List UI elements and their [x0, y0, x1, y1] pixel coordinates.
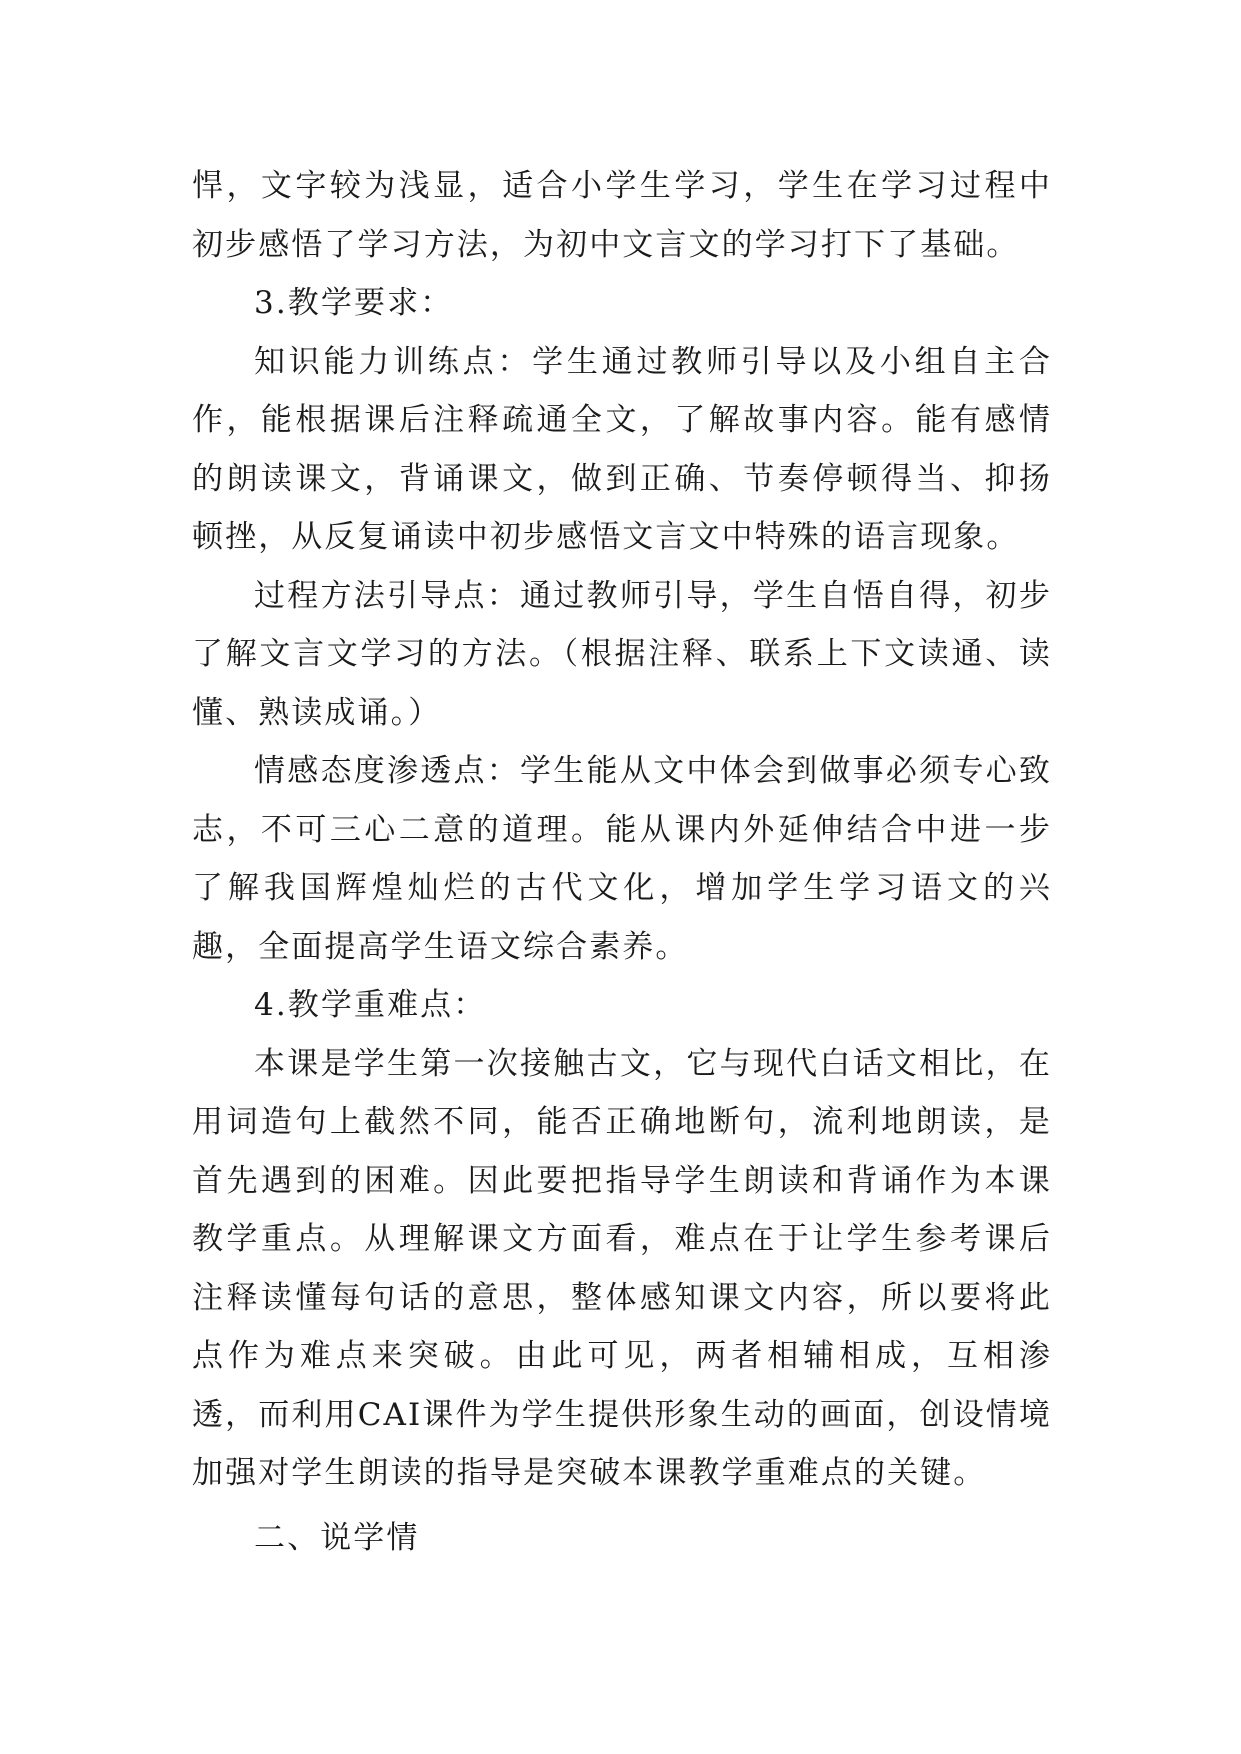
paragraph-key-difficulties-body: 本课是学生第一次接触古文，它与现代白话文相比，在用词造句上截然不同，能否正确地断句，流利地朗读，是首先遇到的困难。因此要把指导学生朗读和背诵作为本课教学重点。从理解课文方面看，难点在于让学生参考课后注释读懂每句话的意思，整体感知课文内容，所以要将此点作为难点来突破。由此可见，两者相辅相成，互相渗透，而利用CAI课件为学生提供形象生动的画面，创设情境加强对学生朗读的指导是突破本课教学重难点的关键。: [192, 1045, 1052, 1491]
paragraph-process-method: 过程方法引导点：通过教师引导，学生自悟自得，初步了解文言文学习的方法。（根据注释、联系上下文读通、读懂、熟读成诵。）: [192, 577, 1052, 731]
document-page: [192, 157, 1052, 1567]
heading-teaching-requirements: 3.教学要求：: [254, 285, 454, 321]
paragraph-emotion-attitude: 情感态度渗透点：学生能从文中体会到做事必须专心致志，不可三心二意的道理。能从课内外延伸结合中进一步了解我国辉煌灿烂的古代文化，增加学生学习语文的兴趣，全面提高学生语文综合素养。: [192, 753, 1052, 965]
paragraph-knowledge-ability: 知识能力训练点：学生通过教师引导以及小组自主合作，能根据课后注释疏通全文，了解故事内容。能有感情的朗读课文，背诵课文，做到正确、节奏停顿得当、抑扬顿挫，从反复诵读中初步感悟文言文中特殊的语言现象。: [192, 343, 1052, 555]
heading-key-difficulties: 4.教学重难点：: [254, 987, 487, 1023]
paragraph-continuation: 悍，文字较为浅显，适合小学生学习，学生在学习过程中初步感悟了学习方法，为初中文言文的学习打下了基础。: [192, 168, 1052, 263]
section-title-learning-situation: 二、说学情: [254, 1519, 420, 1556]
